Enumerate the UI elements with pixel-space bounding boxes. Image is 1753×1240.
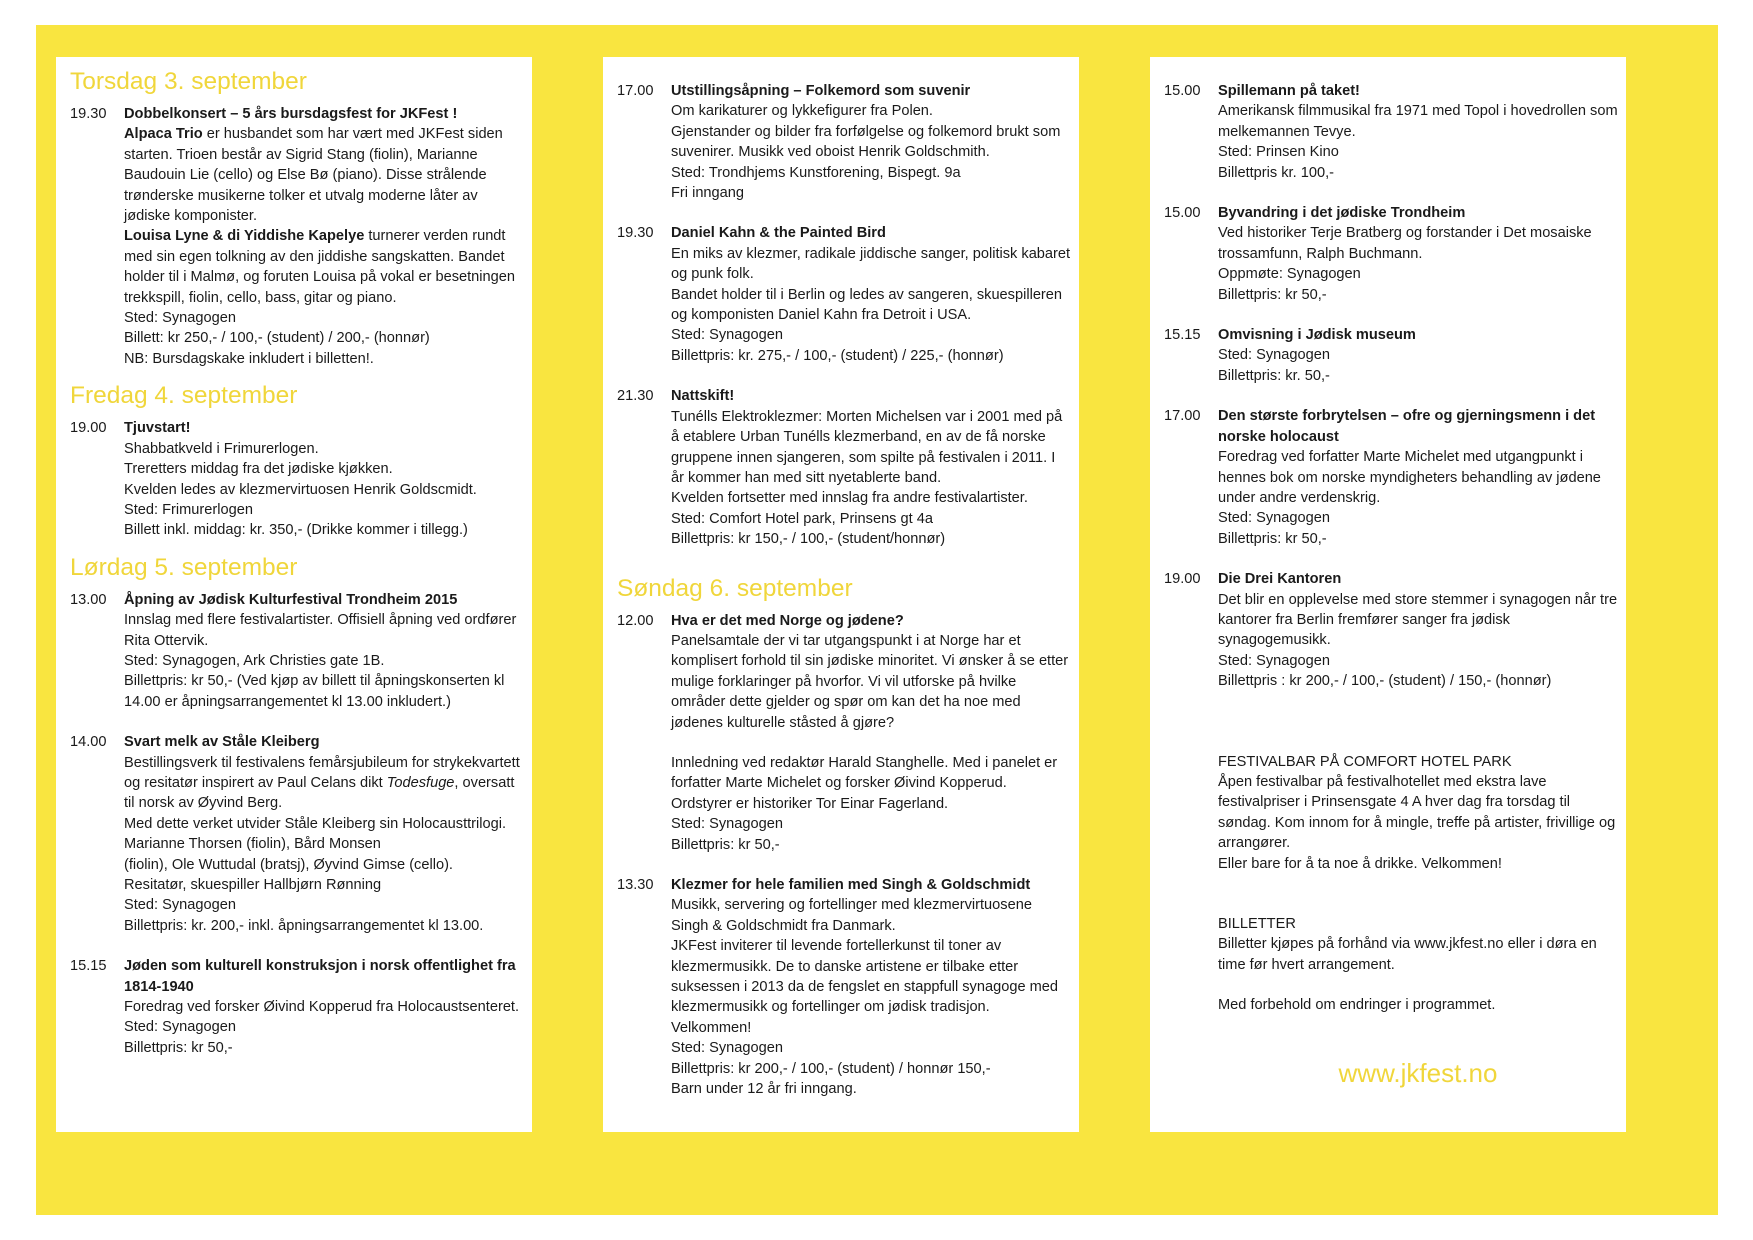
event-ticket: Fri inngang bbox=[671, 185, 745, 202]
event-ticket: Billettpris: kr 50,- bbox=[124, 1039, 233, 1056]
event-place: Sted: Synagogen bbox=[1218, 652, 1330, 669]
event-text: Treretters middag fra det jødiske kjøkken. bbox=[124, 461, 393, 478]
event-text: En miks av klezmer, radikale jiddische sanger, politisk kabaret og punk folk. bbox=[671, 245, 1071, 283]
event-item bbox=[1164, 203, 1618, 305]
event-text: Innledning ved redaktør Harald Stanghelle. Med i panelet er forfatter Marte Michelet og forsker Øivind Kopperud. Ordstyrer er historiker Tor Einar Fagerland. bbox=[671, 754, 1058, 812]
event-title: Die Drei Kantoren bbox=[1218, 571, 1342, 588]
event-title: Den største forbrytelsen – ofre og gjerningsmenn i det norske holocaust bbox=[1218, 408, 1596, 445]
event-ticket: Billettpris: kr 50,- (Ved kjøp av billett til åpningskonserten kl 14.00 er åpningsarrangementet kl 13.00 inkludert.) bbox=[124, 673, 505, 710]
event-title: Svart melk av Ståle Kleiberg bbox=[124, 734, 320, 751]
event-title: Omvisning i Jødisk museum bbox=[1218, 327, 1416, 344]
event-text: Det blir en opplevelse med store stemmer i synagogen når tre kantorer fra Berlin fremfører sanger fra jødisk synagogemusikk. bbox=[1218, 591, 1618, 649]
event-title: Spillemann på taket! bbox=[1218, 83, 1360, 99]
event-title: Utstillingsåpning – Folkemord som suvenir bbox=[671, 83, 971, 99]
performer-description: er husbandet som har vært med JKFest siden starten. Trioen består av Sigrid Stang (fiolin), Marianne Baudouin Lie (cello) og Else Bø (piano). Disse strålende trønderske musikerne tolker et utvalg moderne låter av jødiske komponister. bbox=[124, 126, 503, 225]
event-text: Foredrag ved forfatter Marte Michelet med utgangpunkt i hennes bok om norske myndigheters behandling av jødene under andre verdenskrig. bbox=[1218, 449, 1601, 506]
website-link[interactable]: www.jkfest.no bbox=[1338, 1057, 1498, 1088]
event-title: Åpning av Jødisk Kulturfestival Trondheim 2015 bbox=[124, 591, 458, 608]
performer-name: Alpaca Trio bbox=[124, 126, 203, 143]
event-text: Tunélls Elektroklezmer: Morten Michelsen var i 2001 med på å etablere Urban Tunélls klezmerband, en av de få norske gruppene innen sjangeren, som spilte på festivalen i 2011. I år kommer han med sitt nyetablerte band. bbox=[671, 408, 1063, 486]
event-text: Innslag med flere festivalartister. Offisiell åpning ved ordfører Rita Ottervik. bbox=[124, 612, 517, 649]
event-place: Sted: Trondhjems Kunstforening, Bispegt. 9a bbox=[671, 164, 961, 181]
event-place: Sted: Synagogen, Ark Christies gate 1B. bbox=[124, 652, 385, 669]
event-body bbox=[1218, 203, 1618, 305]
event-text bbox=[124, 124, 524, 226]
event-text-part: Bestillingsverk til festivalens femårsjubileum for strykekvartett og resitatør inspirert av Paul Celans dikt bbox=[124, 754, 520, 791]
program-panel-2 bbox=[603, 57, 1079, 1132]
event-text: JKFest inviterer til levende fortellerkunst til toner av klezmermusikk. De to danske artistene er tilbake etter suksessen i 2013 da de fengslet en stappfull synagoge med klezmermusikk og fortellinger om jødisk tradisjon. Velkommen! bbox=[671, 938, 1058, 1036]
event-body bbox=[671, 875, 1071, 1099]
event-item bbox=[617, 386, 1071, 549]
event-title: Hva er det med Norge og jødene? bbox=[671, 612, 904, 629]
tickets-heading: BILLETTER bbox=[1218, 916, 1296, 932]
event-time: 15.15 bbox=[1164, 327, 1201, 344]
event-text: Bandet holder til i Berlin og ledes av sangeren, skuespilleren og komponisten Daniel Kahn fra Detroit i USA. bbox=[671, 286, 1063, 324]
event-ticket: Billettpris: kr. 200,- inkl. åpningsarrangementet kl 13.00. bbox=[124, 917, 484, 934]
event-body bbox=[124, 732, 524, 936]
event-place: Sted: Prinsen Kino bbox=[1218, 144, 1339, 161]
event-place: Sted: Synagogen bbox=[671, 327, 783, 344]
event-time: 19.00 bbox=[1164, 571, 1201, 588]
event-ticket: Billettpris kr. 100,- bbox=[1218, 164, 1334, 181]
event-text: Resitatør, skuespiller Hallbjørn Rønning bbox=[124, 877, 382, 893]
event-item bbox=[1164, 569, 1618, 691]
event-text: Kvelden fortsetter med innslag fra andre festivalartister. bbox=[671, 490, 1028, 507]
event-ticket: Billettpris: kr 50,- bbox=[1218, 286, 1327, 303]
tickets-text: Billetter kjøpes på forhånd via www.jkfest.no eller i døra en time før hvert arrangement. bbox=[1218, 936, 1597, 973]
day-heading-saturday: Lørdag 5. september bbox=[70, 553, 298, 581]
event-text: Gjenstander og bilder fra forfølgelse og folkemord brukt som suvenirer. Musikk ved oboist Henrik Goldschmith. bbox=[671, 123, 1061, 161]
event-text: Ved historiker Terje Bratberg og forstander i Det mosaiske trossamfunn, Ralph Buchmann. bbox=[1218, 225, 1592, 262]
event-body bbox=[671, 223, 1071, 366]
event-body bbox=[124, 956, 524, 1058]
festival-bar-text: Åpen festivalbar på festivalhotellet med ekstra lave festivalpriser i Prinsensgate 4 A hver dag fra torsdag til søndag. Kom innom for å mingle, treffe på artister, frivillige og arrangører. bbox=[1218, 773, 1616, 852]
event-ticket: Billettpris: kr 150,- / 100,- (student/honnør) bbox=[671, 531, 946, 548]
event-ticket: Billettpris: kr 50,- bbox=[1218, 530, 1327, 547]
day-heading-thursday: Torsdag 3. september bbox=[70, 68, 307, 95]
event-ticket: Billettpris: kr 200,- / 100,- (student) / honnør 150,- bbox=[671, 1060, 991, 1077]
event-place: Sted: Comfort Hotel park, Prinsens gt 4a bbox=[671, 510, 933, 527]
event-body bbox=[1218, 406, 1618, 549]
tickets-section bbox=[1164, 914, 1618, 1016]
event-time: 21.30 bbox=[617, 388, 654, 405]
event-text-part: , oversatt til norsk av Øyvind Berg. bbox=[124, 774, 515, 812]
event-title: Klezmer for hele familien med Singh & Goldschmidt bbox=[671, 877, 1031, 893]
event-body bbox=[671, 386, 1071, 549]
event-place: Sted: Synagogen bbox=[124, 897, 236, 914]
event-body bbox=[1218, 569, 1618, 691]
event-time: 15.15 bbox=[70, 958, 107, 975]
event-place: Sted: Synagogen bbox=[671, 816, 783, 833]
event-text: Musikk, servering og fortellinger med klezmervirtuosene Singh & Goldschmidt fra Danmark. bbox=[671, 897, 1032, 934]
event-place: Sted: Synagogen bbox=[1218, 510, 1330, 527]
event-title: Nattskift! bbox=[671, 388, 735, 405]
event-title: Daniel Kahn & the Painted Bird bbox=[671, 225, 886, 242]
event-text bbox=[124, 226, 524, 308]
event-text: Marianne Thorsen (fiolin), Bård Monsen bbox=[124, 836, 381, 853]
poem-title: Todesfuge bbox=[386, 774, 455, 791]
event-item bbox=[1164, 325, 1618, 386]
event-note: Barn under 12 år fri inngang. bbox=[671, 1081, 857, 1098]
event-body bbox=[124, 104, 524, 369]
event-time: 15.00 bbox=[1164, 83, 1201, 99]
event-body bbox=[1218, 81, 1618, 183]
event-text: Panelsamtale der vi tar utgangspunkt i at Norge har et komplisert forhold til sin jødiske minoritet. Vi ønsker å se etter mulige forklaringer på hvorfor. Vi vil utforske på hvilke områder dette gjelder og spør om kan det ha noe med jødenes kulturelle ståsted å gjøre? bbox=[671, 632, 1069, 731]
event-time: 13.30 bbox=[617, 877, 654, 893]
event-item bbox=[1164, 81, 1618, 183]
event-time: 15.00 bbox=[1164, 205, 1201, 222]
event-ticket: Billettpris : kr 200,- / 100,- (student) / 150,- (honnør) bbox=[1218, 673, 1552, 690]
program-panel-3 bbox=[1150, 57, 1626, 1132]
event-body bbox=[124, 418, 524, 540]
day-heading-sunday: Søndag 6. september bbox=[617, 574, 853, 602]
event-note: NB: Bursdagskake inkludert i billetten!. bbox=[124, 350, 374, 367]
event-text: Amerikansk filmmusikal fra 1971 med Topol i hovedrollen som melkemannen Tevye. bbox=[1218, 103, 1618, 140]
event-body bbox=[671, 81, 1071, 203]
event-text: Foredrag ved forsker Øivind Kopperud fra Holocaustsenteret. bbox=[124, 999, 520, 1016]
event-item bbox=[70, 732, 524, 936]
event-ticket: Billett inkl. middag: kr. 350,- (Drikke kommer i tillegg.) bbox=[124, 522, 468, 539]
event-place: Sted: Synagogen bbox=[124, 310, 236, 327]
program-panel-1 bbox=[56, 57, 532, 1132]
event-time: 19.30 bbox=[617, 225, 654, 242]
event-text: Med dette verket utvider Ståle Kleiberg sin Holocausttrilogi. bbox=[124, 815, 507, 832]
event-item bbox=[70, 418, 524, 540]
event-text: Shabbatkveld i Frimurerlogen. bbox=[124, 440, 319, 457]
event-time: 13.00 bbox=[70, 591, 107, 608]
event-body bbox=[1218, 325, 1618, 386]
festival-bar-section bbox=[1164, 752, 1618, 874]
performer-description: turnerer verden rundt med sin egen tolkning av den jiddishe sangskatten. Bandet holder til i Malmø, og foruten Louisa på vokal er besetningen trekkspill, fiolin, cello, bass, gitar og piano. bbox=[124, 228, 516, 306]
event-body bbox=[671, 611, 1071, 855]
event-place: Sted: Synagogen bbox=[671, 1040, 783, 1057]
event-ticket: Billettpris: kr. 275,- / 100,- (student) / 225,- (honnør) bbox=[671, 347, 1004, 364]
event-text: Kvelden ledes av klezmervirtuosen Henrik Goldscmidt. bbox=[124, 481, 477, 498]
event-place: Oppmøte: Synagogen bbox=[1218, 266, 1361, 283]
event-item bbox=[617, 81, 1071, 203]
event-time: 14.00 bbox=[70, 734, 107, 751]
performer-name: Louisa Lyne & di Yiddishe Kapelye bbox=[124, 228, 365, 245]
event-place: Sted: Synagogen bbox=[124, 1019, 236, 1036]
event-item bbox=[70, 590, 524, 712]
event-item bbox=[1164, 406, 1618, 549]
day-heading-friday: Fredag 4. september bbox=[70, 382, 298, 410]
event-text bbox=[124, 753, 524, 814]
event-ticket: Billettpris: kr. 50,- bbox=[1218, 367, 1330, 384]
event-text: Om karikaturer og lykkefigurer fra Polen. bbox=[671, 103, 933, 120]
event-time: 12.00 bbox=[617, 612, 654, 629]
festival-bar-heading: FESTIVALBAR PÅ COMFORT HOTEL PARK bbox=[1218, 753, 1512, 770]
event-time: 19.00 bbox=[70, 420, 107, 437]
event-body bbox=[124, 590, 524, 712]
event-item bbox=[70, 104, 524, 369]
event-time: 19.30 bbox=[70, 106, 107, 122]
event-item bbox=[70, 956, 524, 1058]
event-item bbox=[617, 875, 1071, 1099]
event-ticket: Billett: kr 250,- / 100,- (student) / 200,- (honnør) bbox=[124, 330, 430, 347]
event-place: Sted: Frimurerlogen bbox=[124, 501, 253, 518]
event-title: Jøden som kulturell konstruksjon i norsk offentlighet fra 1814-1940 bbox=[124, 958, 516, 995]
event-ticket: Billettpris: kr 50,- bbox=[671, 836, 780, 853]
reservation-note: Med forbehold om endringer i programmet. bbox=[1218, 997, 1496, 1014]
event-title: Tjuvstart! bbox=[124, 420, 191, 437]
event-text: (fiolin), Ole Wuttudal (bratsj), Øyvind Gimse (cello). bbox=[124, 856, 453, 873]
event-time: 17.00 bbox=[617, 83, 654, 99]
event-title: Dobbelkonsert – 5 års bursdagsfest for JKFest ! bbox=[124, 106, 458, 122]
event-time: 17.00 bbox=[1164, 408, 1201, 425]
event-title: Byvandring i det jødiske Trondheim bbox=[1218, 205, 1466, 222]
festival-bar-text: Eller bare for å ta noe å drikke. Velkommen! bbox=[1218, 855, 1502, 872]
event-place: Sted: Synagogen bbox=[1218, 347, 1330, 364]
event-item bbox=[617, 223, 1071, 366]
event-item bbox=[617, 611, 1071, 855]
